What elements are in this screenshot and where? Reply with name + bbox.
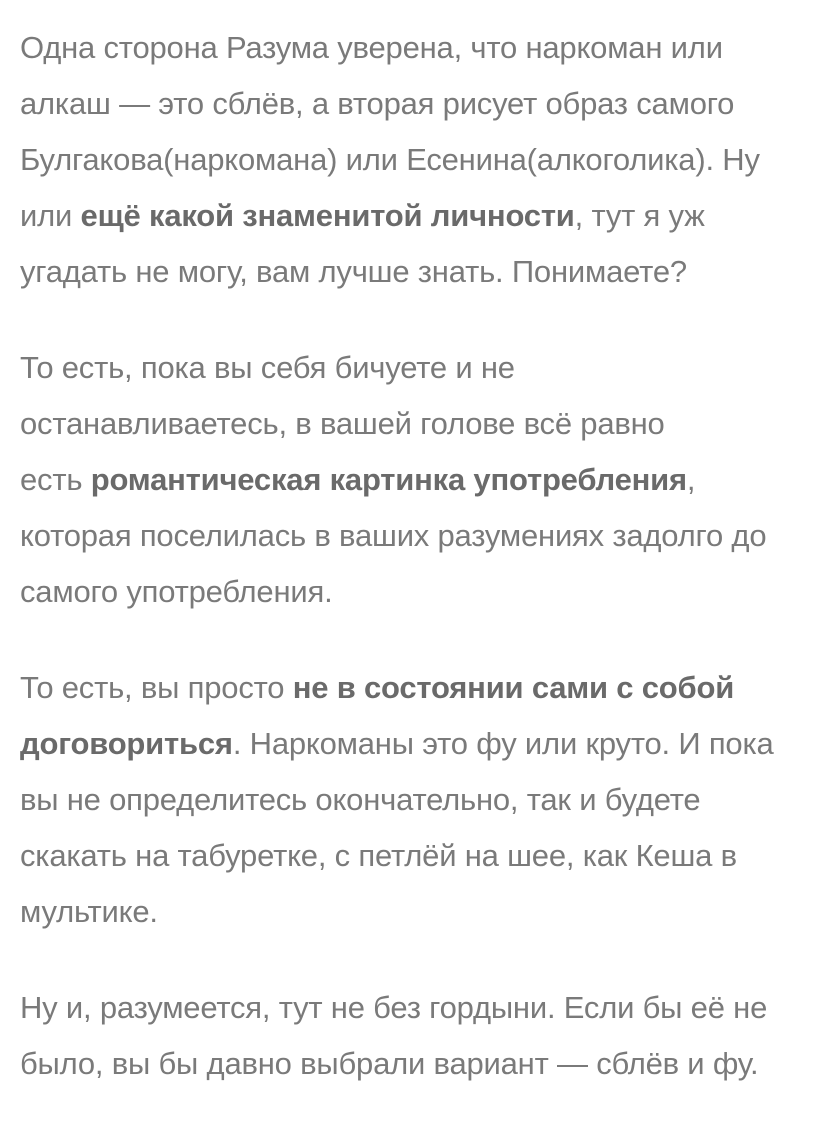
paragraph-line-mixed — [20, 660, 820, 716]
text-run: или — [20, 198, 81, 233]
text-run: есть — [20, 462, 91, 497]
text-run: . Наркоманы это фу или круто. И пока — [232, 726, 774, 761]
paragraph-line: Булгакова(наркомана) или Есенина(алкоголика). Ну — [20, 142, 760, 177]
bold-phrase: ещё какой знаменитой личности — [80, 198, 575, 233]
paragraph-line: было, вы бы давно выбрали вариант — сблёв и фу. — [20, 1046, 759, 1081]
text-run: То есть, вы просто — [20, 670, 293, 705]
paragraph-line: останавливаетесь, в вашей голове всё равно — [20, 406, 665, 441]
paragraph-4 — [20, 980, 820, 1092]
paragraph-line: которая поселилась в ваших разумениях задолго до — [20, 518, 767, 553]
paragraph-3 — [20, 660, 820, 940]
paragraph-line: угадать не могу, вам лучше знать. Понимаете? — [20, 254, 687, 289]
text-run: , — [686, 462, 696, 497]
article-body — [20, 20, 820, 1132]
paragraph-line: вы не определитесь окончательно, так и будете — [20, 782, 701, 817]
paragraph-line-mixed — [20, 188, 820, 244]
paragraph-line: мультике. — [20, 894, 158, 929]
paragraph-2 — [20, 340, 820, 620]
paragraph-line-mixed — [20, 452, 820, 508]
paragraph-line: алкаш — это сблёв, а вторая рисует образ самого — [20, 86, 735, 121]
paragraph-line: Ну и, разумеется, тут не без гордыни. Если бы её не — [20, 990, 768, 1025]
bold-phrase: договориться — [20, 726, 233, 761]
paragraph-line: То есть, пока вы себя бичуете и не — [20, 350, 515, 385]
paragraph-1 — [20, 20, 820, 300]
paragraph-line: скакать на табуретке, с петлёй на шее, как Кеша в — [20, 838, 737, 873]
bold-phrase: романтическая картинка употребления — [90, 462, 687, 497]
paragraph-line: самого употребления. — [20, 574, 333, 609]
text-run: , тут я уж — [574, 198, 705, 233]
paragraph-line-mixed — [20, 716, 820, 772]
paragraph-line: Одна сторона Разума уверена, что наркоман или — [20, 30, 723, 65]
bold-phrase: не в состоянии сами с собой — [292, 670, 735, 705]
